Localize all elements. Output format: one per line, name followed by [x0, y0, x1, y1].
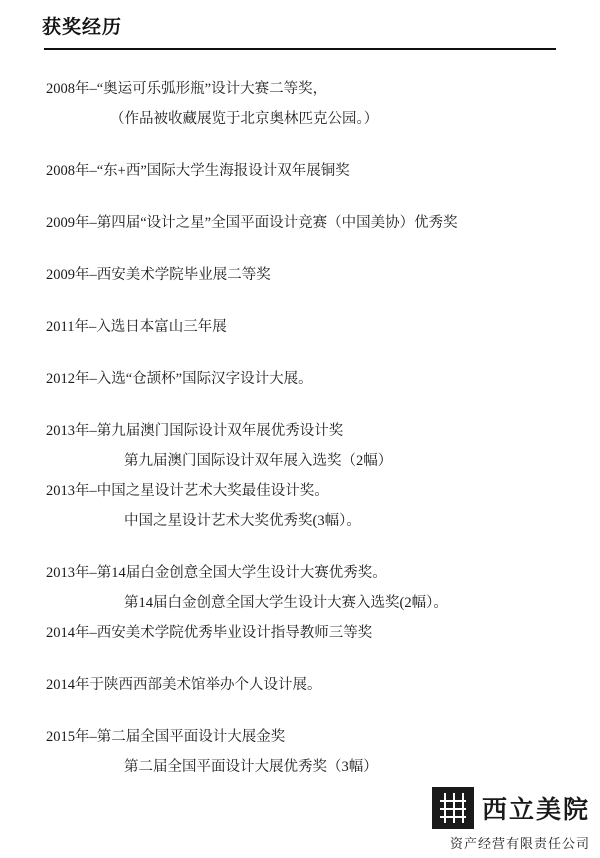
award-line: 2014年于陕西西部美术馆举办个人设计展。	[46, 677, 322, 693]
award-entry	[0, 722, 600, 782]
award-entry	[0, 364, 600, 394]
award-line: 第14届白金创意全国大学生设计大赛入选奖(2幅）。	[124, 595, 448, 611]
entry-spacer	[0, 648, 600, 670]
logo-row	[432, 787, 590, 829]
entry-spacer	[0, 290, 600, 312]
entry-spacer	[0, 394, 600, 416]
award-line: 2011年–入选日本富山三年展	[46, 319, 227, 335]
organization-logo	[432, 787, 590, 852]
award-line: 2012年–入选“仓颉杯”国际汉字设计大展。	[46, 371, 313, 387]
logo-mark-icon	[432, 787, 474, 829]
award-line: 第九届澳门国际设计双年展入选奖（2幅）	[124, 453, 393, 469]
award-entry	[0, 670, 600, 700]
logo-subtitle: 资产经营有限责任公司	[449, 836, 590, 851]
award-line: 2013年–中国之星设计艺术大奖最佳设计奖。	[46, 483, 329, 499]
entry-spacer	[0, 536, 600, 558]
entry-spacer	[0, 700, 600, 722]
award-line: 2009年–西安美术学院毕业展二等奖	[46, 267, 271, 283]
award-line: 中国之星设计艺术大奖优秀奖(3幅）。	[124, 513, 361, 529]
logo-name: 西立美院	[481, 797, 590, 824]
award-line: 2013年–第14届白金创意全国大学生设计大赛优秀奖。	[46, 565, 387, 581]
award-entry	[0, 208, 600, 238]
award-entry	[0, 416, 600, 476]
awards-list	[0, 74, 600, 782]
award-line: 2008年–“东+西”国际大学生海报设计双年展铜奖	[46, 163, 350, 179]
entry-spacer	[0, 186, 600, 208]
award-entry	[0, 558, 600, 618]
award-entry	[0, 476, 600, 536]
award-line: （作品被收藏展览于北京奥林匹克公园。）	[110, 111, 379, 127]
page-title: 获奖经历	[42, 17, 123, 38]
award-entry	[0, 156, 600, 186]
title-divider	[44, 48, 556, 50]
award-entry	[0, 312, 600, 342]
award-entry	[0, 74, 600, 134]
award-entry	[0, 618, 600, 648]
award-line: 2014年–西安美术学院优秀毕业设计指导教师三等奖	[46, 625, 373, 641]
award-line: 2008年–“奥运可乐弧形瓶”设计大赛二等奖，	[46, 81, 328, 97]
award-line: 第二届全国平面设计大展优秀奖（3幅）	[124, 759, 378, 775]
award-line: 2013年–第九届澳门国际设计双年展优秀设计奖	[46, 423, 344, 439]
entry-spacer	[0, 134, 600, 156]
entry-spacer	[0, 238, 600, 260]
entry-spacer	[0, 342, 600, 364]
award-line: 2015年–第二届全国平面设计大展金奖	[46, 729, 286, 745]
award-entry	[0, 260, 600, 290]
award-line: 2009年–第四届“设计之星”全国平面设计竞赛（中国美协）优秀奖	[46, 215, 458, 231]
